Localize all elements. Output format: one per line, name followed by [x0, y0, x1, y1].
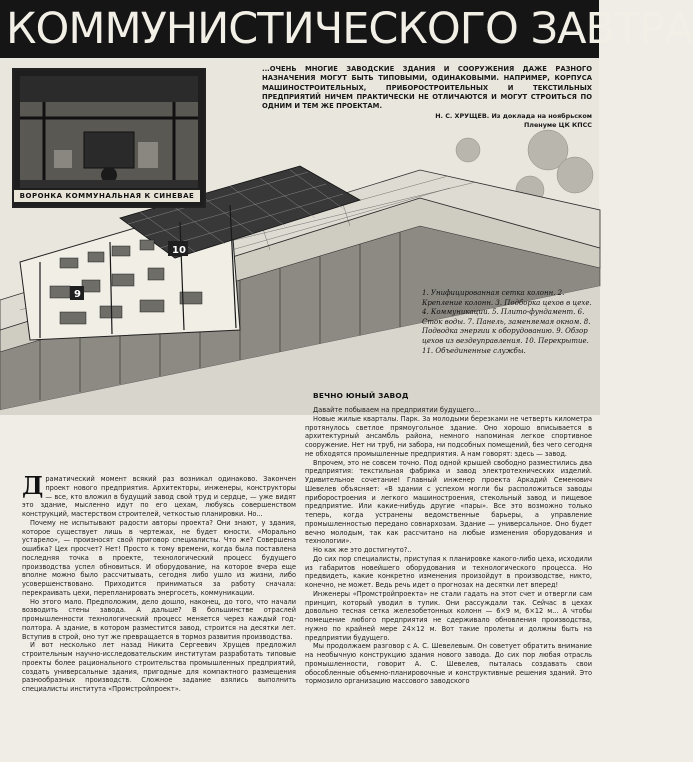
- right-paragraph-2: Новые жилые кварталы. Парк. За молодыми березками не четверть километра протянулось светлое прямоугольное здание. Оно хорошо вписывается в архитектурный ансамбль района, немного напоминая легкое спортивное сооружение. Нет ни труб, ни забора, ни подсобных помещений, без чего сегодня не обходятся промышленные предприятия. А нам говорят: здесь — завод.: [305, 414, 592, 458]
- illustration-label-10: 10: [172, 245, 186, 256]
- left-paragraph-3: Но этого мало. Предположим, дело дошло, наконец, до того, что начали возводить стены завода. А дальше? В большинстве отраслей промышленности технологический процесс меняется через каждый год-полтора. А здание, в котором разместится завод, строится на десятки лет. Вступив в строй, оно тут же превращается в тормоз развития производства.: [22, 597, 296, 641]
- section-title: ВЕЧНО ЮНЫЙ ЗАВОД: [313, 391, 409, 400]
- quote-attribution: [322, 112, 592, 129]
- headline-title: КОММУНИСТИЧЕСКОГО ЗАВТРА: [6, 4, 693, 54]
- left-paragraph-4: И вот несколько лет назад Никита Сергеевич Хрущев предложил строительным научно-исследовательским институтам разработать типовые проекты более рационального строительства промышленных предприятий, создать универсальные здания, пригодные для компактного размещения разнообразных производств. Сложное задание взялись выполнить специалисты института «Промстройпроект».: [22, 641, 296, 693]
- right-paragraph-4: Но как же это достигнуто?..: [313, 546, 412, 554]
- quote-author-line2: Пленуме ЦК КПСС: [523, 120, 592, 129]
- right-paragraph-1: Давайте побываем на предприятии будущего...: [313, 406, 481, 414]
- right-paragraph-6: Инженеры «Промстройпроекта» не стали гадать на этот счет и отвергли сам принцип, который уводил в тупик. Они рассуждали так. Сейчас в цехах довольно тесная сетка железобетонных колонн — 6×9 м, 6×12 м... А чтобы помещение любого предприятия не сдерживало обновления производства, нужно по крайней мере 24×12 м. Вот такие пролеты и должны быть на предприятии будущего.: [305, 589, 592, 642]
- left-column: [22, 471, 296, 694]
- headline-banner: [0, 0, 693, 58]
- inset-illustration: [12, 68, 206, 208]
- right-column: [305, 406, 592, 686]
- khrushchev-quote: ...ОЧЕНЬ МНОГИЕ ЗАВОДСКИЕ ЗДАНИЯ И СООРУЖЕНИЯ ДАЖЕ РАЗНОГО НАЗНАЧЕНИЯ МОГУТ БЫТЬ ТИПОВЫМИ, ОДИНАКОВЫМИ. НАПРИМЕР, КОРПУСА МАШИНОСТРОИТЕЛЬНЫХ, ПРИБОРОСТРОИТЕЛЬНЫХ И ТЕКСТИЛЬНЫХ ПРЕДПРИЯТИЙ НИЧЕМ ПРАКТИЧЕСКИ НЕ ОТЛИЧАЮТСЯ И МОГУТ СТРОИТЬСЯ ПО ОДНИМ И ТЕМ ЖЕ ПРОЕКТАМ.: [262, 65, 592, 111]
- inset-caption: ВОРОНКА КОММУНАЛЬНАЯ К СИНЕВАЕ: [14, 190, 200, 202]
- quote-author-line1: Н. С. ХРУЩЕВ. Из доклада на ноябрьском: [435, 112, 592, 120]
- left-paragraph-2: Почему не испытывают радости авторы проекта? Они знают, у здания, которое существует лишь в чертежах, не будет юности. «Морально устарело», — произносят свой приговор специалисты. Что же? Совершена ошибка? Цех просчет? Нет! Просто к тому времени, когда была поставлена последняя точка в проекте, технологический процесс будущего производства успел обновиться. И оборудование, на которое вчера еще вполне можно было рассчитывать, сегодня либо ушло из жизни, либо усовершенствовано. Приходится приниматься за работу сначала: перекраивать цехи, перепланировать энергосеть, коммуникации.: [22, 518, 296, 597]
- dropcap: Д: [22, 471, 44, 500]
- left-paragraph-1: Драматический момент всякий раз возникал одинаково. Закончен проект нового предприятия. Архитекторы, инженеры, конструкторы — все, кто вложил в будущий завод свой труд и сердце, — уже видят это здание, мысленно идут по его цехам, любуясь совершенством конструкций, мастерством строителей, четкостью планировки. Но...: [22, 471, 296, 518]
- illustration-label-9: 9: [74, 289, 81, 300]
- right-paragraph-5: До сих пор специалисты, приступая к планировке какого-либо цеха, исходили из габаритов новейшего оборудования и технологического процесса. Но предвидеть, какие конкретно изменения произойдут в производстве, никто, конечно, не может. Ведь речь идет о прогнозах на десятки лет вперед!: [305, 554, 592, 589]
- illustration-legend: 1. Унифицированная сетка колонн. 2. Крепление колонн. 3. Подборка цехов в цехе. 4. Коммуникации. 5. Плито-фундамент. 6. Сток воды. 7. Панель, заменяемая окном. 8. Подводка энергии к оборудованию. 9. Обзор цехов из вездеуправления. 10. Перекрытие. 11. Объединенные службы.: [422, 289, 592, 355]
- right-paragraph-3: Впрочем, это не совсем точно. Под одной крышей свободно разместились два предприятия: текстильная фабрика и завод электротехнических изделий. Удивительное сочетание! Главный инженер проекта Аркадий Семенович Шевелев объясняет: «В здании с успехом могли бы расположиться заводы приборостроения и легкого машиностроения, стекольный завод и пищевое предприятие. Или какие-нибудь другие «пары». Все это возможно только теперь, когда устранены ведомственные барьеры, а управление промышленностью передано совнархозам. Здание — универсальное. Оно будет вечно молодым, так как рассчитано на любые изменения оборудования и технологии».: [305, 458, 592, 546]
- right-paragraph-7: Мы продолжаем разговор с А. С. Шевелевым. Он советует обратить внимание на необычную конструкцию здания нового завода. До сих пор любая отрасль промышленности, говорит А. С. Шевелев, пыталась создавать свои обособленные объемно-планировочные и конструктивные решения зданий. Это тормозило организацию массового заводского: [305, 642, 592, 686]
